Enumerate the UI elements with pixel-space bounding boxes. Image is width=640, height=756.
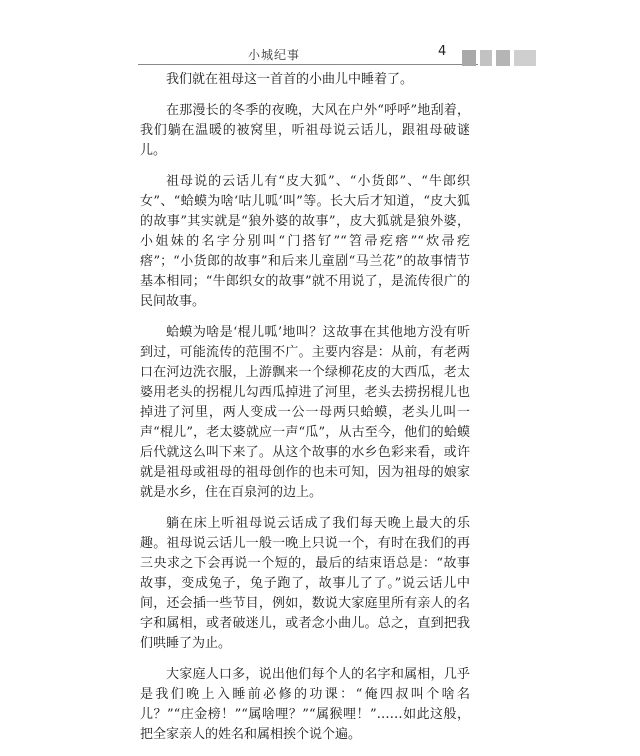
paragraph: 祖母说的云话儿有“皮大狐”、“小货郎”、“牛郎织女”、“蛤蟆为啥‘咕儿呱’叫”等。长大后才知道，“皮大狐的故事”其实就是“狼外婆的故事”，皮大狐就是狼外婆，小姐妹的名字分别叫“门搭钌”“笤帚疙瘩”“炊帚疙瘩”；“小货郎的故事”和后来儿童剧“马兰花”的故事情节基本相同；“牛郎织女的故事”就不用说了，是流传很广的民间故事。 xyxy=(140,174,470,309)
decorative-bar xyxy=(496,50,510,66)
paragraph: 躺在床上听祖母说云话成了我们每天晚上最大的乐趣。祖母说云话儿一般一晚上只说一个，有时在我们的再三央求之下会再说一个短的，最后的结束语总是：“故事故事，变成兔子，兔子跑了，故事儿了了。”说云话儿中间，还会插一些节目，例如，数说大家庭里所有亲人的名字和属相，或者破迷儿，或者念小曲儿。总之，直到把我们哄睡了为止。 xyxy=(140,516,470,651)
decorative-bar xyxy=(480,50,492,66)
paragraph: 大家庭人口多，说出他们每个人的名字和属相，几乎是我们晚上入睡前必修的功课：“俺四叔叫个啥名儿？”“庄金榜！”“属啥哩？”“属猴哩！”……如此这般，把全家亲人的姓名和属相挨个说个遍。 xyxy=(140,667,470,742)
page-header xyxy=(138,44,447,66)
body-text xyxy=(140,70,470,756)
paragraph: 我们就在祖母这一首首的小曲儿中睡着了。 xyxy=(166,72,414,87)
page-number: 4 xyxy=(438,44,447,59)
decorative-bar xyxy=(514,50,536,66)
paragraph: 蛤蟆为啥是‘棍儿呱’地叫？这故事在其他地方没有听到过，可能流传的范围不广。主要内容是：从前，有老两口在河边洗衣服，上游飘来一个绿柳花皮的大西瓜，老太婆用老头的拐棍儿勾西瓜掉进了河里，老头去捞拐棍儿也掉进了河里，两人变成一公一母两只蛤蟆，老头儿叫一声“棍儿”，老太婆就应一声“瓜”，从古至今，他们的蛤蟆后代就这么叫下来了。从这个故事的水乡色彩来看，或许就是祖母或祖母的祖母创作的也未可知，因为祖母的娘家就是水乡，住在百泉河的边上。 xyxy=(140,325,470,500)
header-rule xyxy=(138,64,478,65)
decorative-bars xyxy=(462,50,536,66)
decorative-bar xyxy=(462,50,476,66)
paragraph: 在那漫长的冬季的夜晚，大风在户外“呼呼”地刮着，我们躺在温暖的被窝里，听祖母说云话儿，跟祖母破谜儿。 xyxy=(140,103,470,158)
running-title: 小城纪事 xyxy=(248,48,301,62)
